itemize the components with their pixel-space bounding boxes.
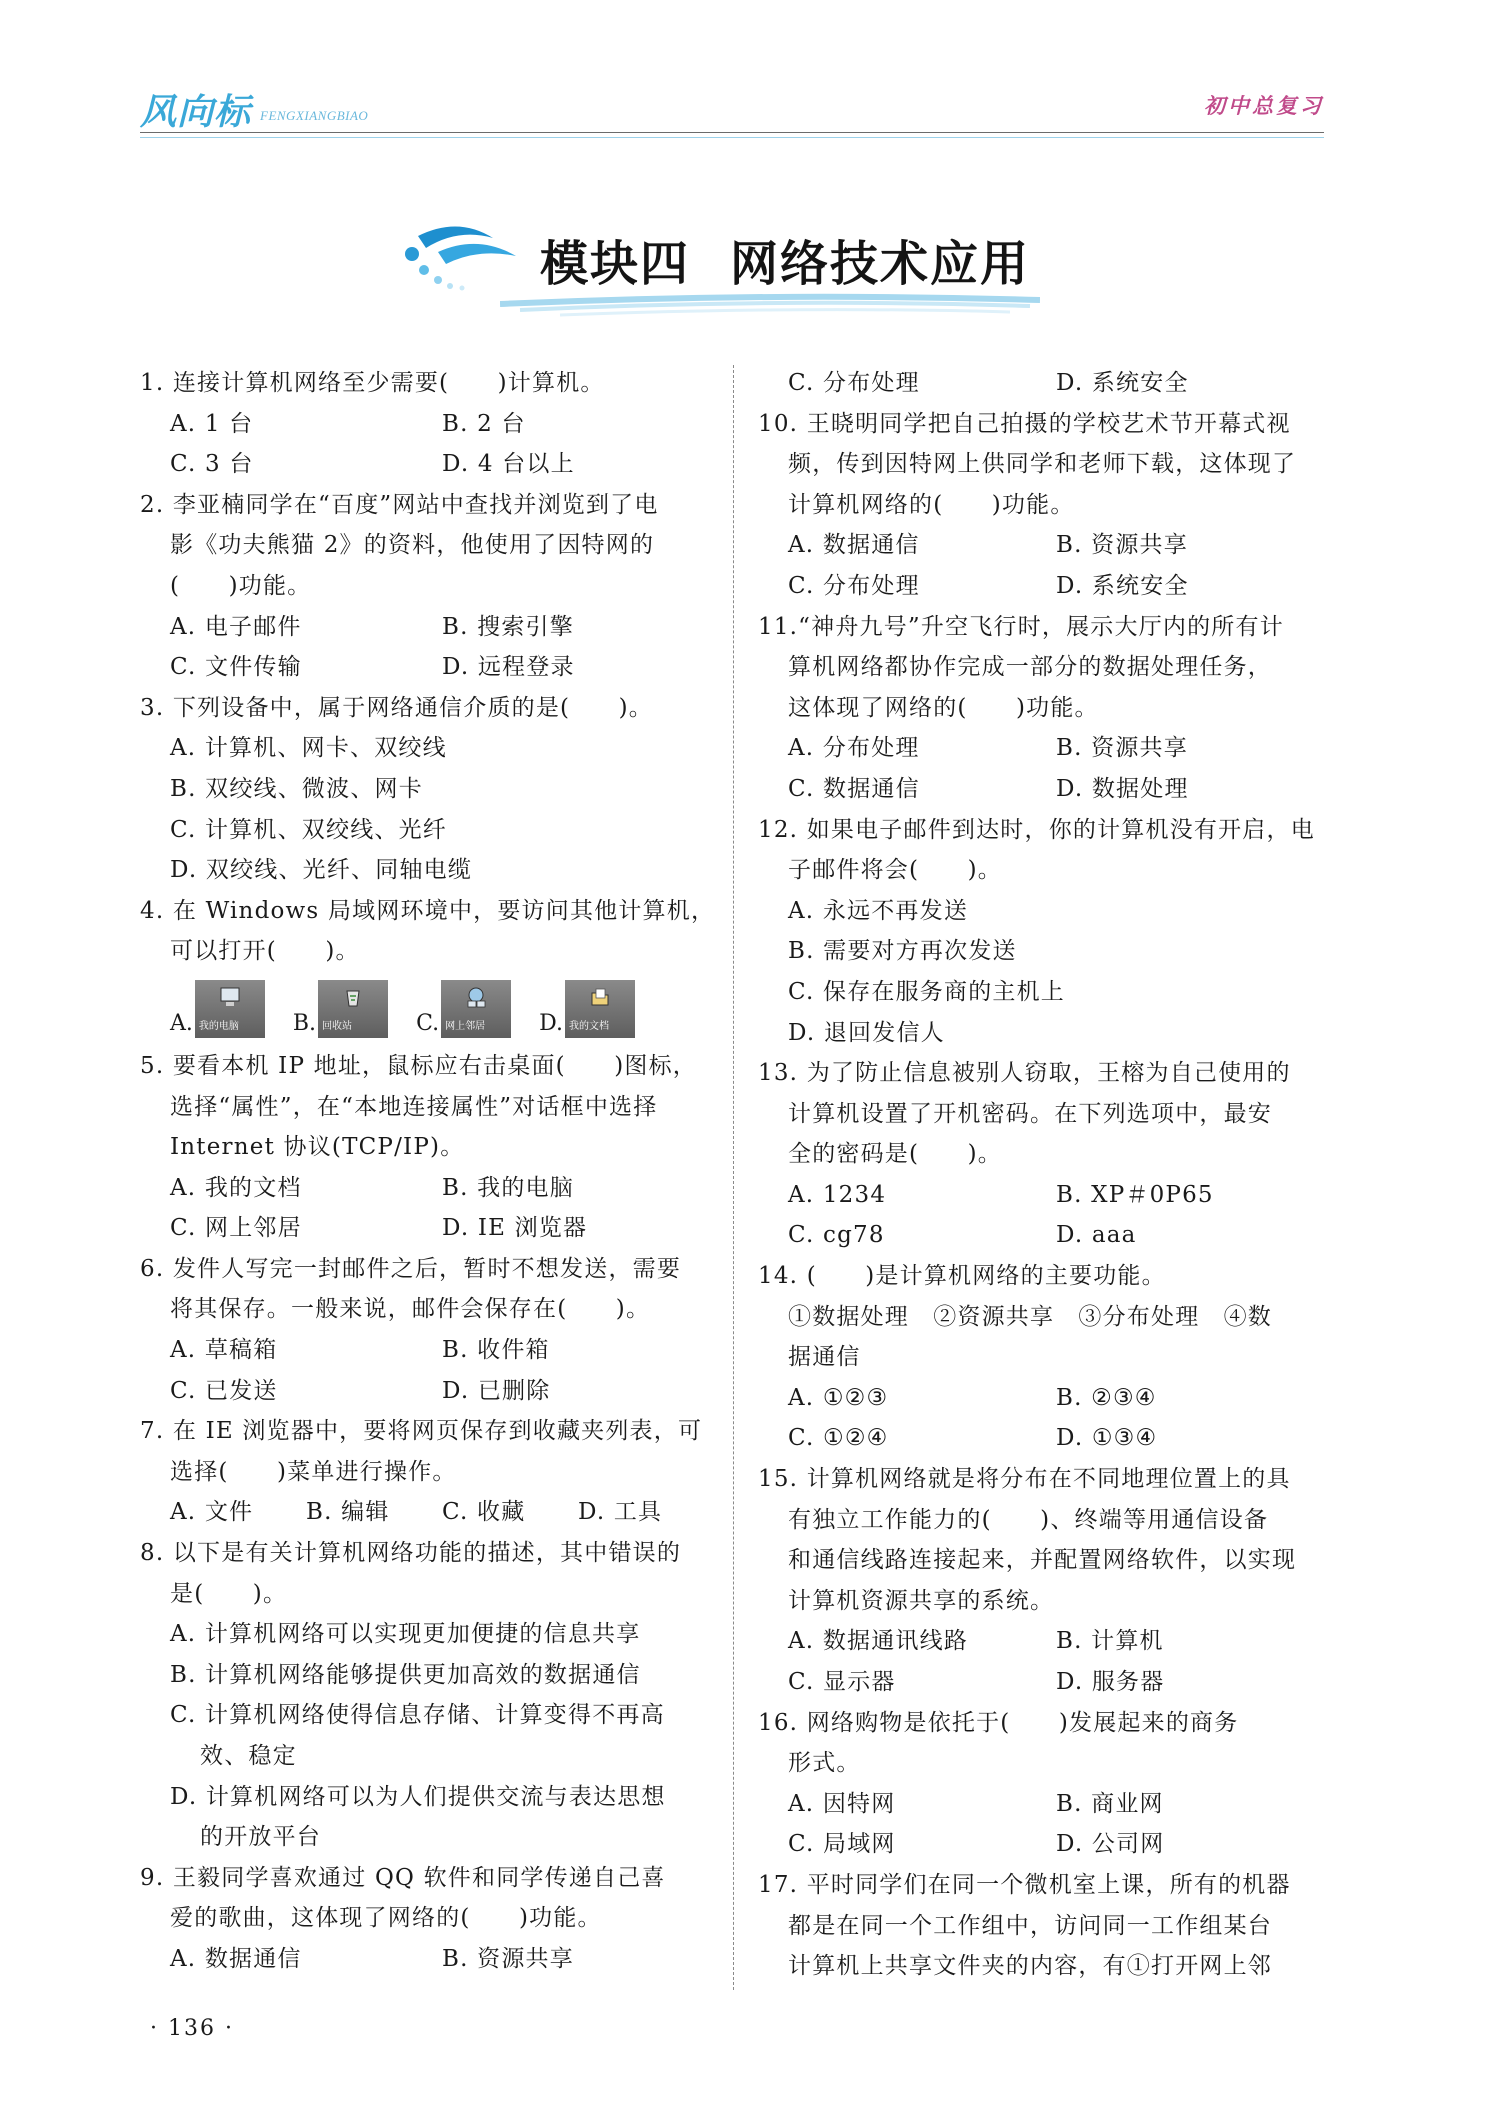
icon-caption: 我的电脑: [198, 1020, 239, 1032]
option-a: A. 永远不再发送: [788, 897, 969, 924]
brand-logo: 风向标: [140, 92, 252, 133]
option-c: C. cg78: [788, 1222, 885, 1249]
option-c: C. 计算机、双绞线、光纤: [170, 816, 448, 843]
option-b: B. 商业网: [1056, 1790, 1164, 1817]
icon-option-a: [170, 980, 265, 1038]
question-1-options-row2: [140, 444, 714, 485]
question-14-stem-cont: 据通信: [788, 1344, 861, 1371]
option-b: B. 资源共享: [1056, 735, 1188, 762]
option-c-cont: 效、稳定: [200, 1743, 297, 1769]
option-d: D. 公司网: [1056, 1831, 1165, 1858]
question-6-stem-cont: 将其保存。一般来说，邮件会保存在( )。: [170, 1296, 651, 1323]
option-d: D. 4 台以上: [442, 451, 575, 478]
question-7-stem-cont: 选择( )菜单进行操作。: [170, 1458, 457, 1485]
question-7-stem: 7. 在 IE 浏览器中，要将网页保存到收藏夹列表，可: [140, 1418, 703, 1445]
question-15-stem-cont: 和通信线路连接起来，并配置网络软件，以实现: [788, 1547, 1297, 1574]
question-10-stem-cont: 计算机网络的( )功能。: [788, 491, 1075, 518]
question-15-options-row2: [758, 1662, 1324, 1703]
option-c: C. 文件传输: [170, 654, 302, 681]
option-a: A. 因特网: [788, 1790, 896, 1817]
question-12-stem: 12. 如果电子邮件到达时，你的计算机没有开启，电: [758, 816, 1315, 843]
question-13-stem-cont: 全的密码是( )。: [788, 1141, 1002, 1168]
option-a: A. 电子邮件: [170, 613, 302, 640]
question-14-stem: 14. ( )是计算机网络的主要功能。: [758, 1263, 1166, 1290]
option-b: B. 双绞线、微波、网卡: [170, 775, 423, 802]
icon-option-d: [539, 980, 635, 1038]
right-column: [758, 363, 1324, 1987]
question-6-stem: 6. 发件人写完一封邮件之后，暂时不想发送，需要: [140, 1255, 682, 1282]
question-2-options-row2: [140, 647, 714, 688]
option-label: D.: [539, 1010, 563, 1036]
question-6-options-row1: [140, 1330, 714, 1371]
option-a: A. ①②③: [788, 1384, 889, 1411]
option-a: A. 文件: [170, 1499, 254, 1526]
option-b: B. 收件箱: [442, 1337, 550, 1364]
option-c: C. ①②④: [788, 1425, 889, 1452]
option-b: B. 需要对方再次发送: [788, 938, 1017, 965]
question-12-stem-cont: 子邮件将会( )。: [788, 857, 1002, 884]
header-rule: [140, 132, 1324, 133]
column-divider: [733, 365, 734, 1990]
option-a: A. 草稿箱: [170, 1337, 278, 1364]
option-d: D. 服务器: [1056, 1669, 1165, 1695]
page-number: · 136 ·: [150, 2016, 234, 2041]
question-11-stem: 11.“神舟九号”升空飞行时，展示大厅内的所有计: [758, 613, 1284, 640]
option-c: C. 保存在服务商的主机上: [788, 978, 1066, 1005]
title-underline-swash: [500, 290, 1040, 320]
option-b: B. 编辑: [306, 1499, 390, 1526]
option-a: A. 1234: [788, 1181, 887, 1208]
option-d: D. 远程登录: [442, 654, 575, 681]
question-3-stem: 3. 下列设备中，属于网络通信介质的是( )。: [140, 694, 654, 721]
question-2-options-row1: [140, 607, 714, 648]
question-10-stem: 10. 王晓明同学把自己拍摄的学校艺术节开幕式视: [758, 410, 1291, 437]
option-a: A. 1 台: [170, 410, 254, 437]
option-d: D. IE 浏览器: [442, 1215, 588, 1242]
header-rule-accent: [140, 137, 1324, 138]
question-16-options-row2: [758, 1824, 1324, 1865]
question-14-stem-cont: ①数据处理 ②资源共享 ③分布处理 ④数: [788, 1303, 1272, 1330]
question-9-options-row1: [140, 1939, 714, 1980]
question-14-options-row1: [758, 1378, 1324, 1419]
option-label: B.: [292, 1010, 317, 1036]
question-15-stem-cont: 计算机资源共享的系统。: [788, 1587, 1055, 1614]
option-d: D. 工具: [578, 1499, 663, 1526]
option-c: C. 计算机网络使得信息存储、计算变得不再高: [170, 1702, 665, 1729]
title-swirl-icon: [398, 218, 528, 298]
option-a: A. 数据通讯线路: [788, 1628, 969, 1655]
option-b: B. 资源共享: [1056, 532, 1188, 559]
option-b: B. 计算机: [1056, 1628, 1164, 1655]
option-label: A.: [170, 1010, 193, 1036]
option-b: B. 我的电脑: [442, 1174, 574, 1201]
option-b: B. 资源共享: [442, 1945, 574, 1972]
option-c: C. 分布处理: [788, 370, 920, 396]
brand-subtitle: FENGXIANGBIAO: [260, 108, 369, 123]
question-11-stem-cont: 算机网络都协作完成一部分的数据处理任务，: [788, 654, 1272, 681]
question-11-options-row2: [758, 769, 1324, 810]
option-b: B. ②③④: [1056, 1384, 1157, 1411]
icon-option-c: [416, 980, 511, 1038]
option-d: D. 计算机网络可以为人们提供交流与表达思想: [170, 1783, 666, 1810]
option-b: B. 2 台: [442, 410, 526, 437]
recycle-bin-icon: [318, 980, 388, 1038]
question-8-stem-cont: 是( )。: [170, 1580, 288, 1607]
question-5-options-row2: [140, 1208, 714, 1249]
question-4-icon-options: [140, 972, 714, 1038]
option-d: D. 数据处理: [1056, 775, 1189, 802]
option-c: C. 已发送: [170, 1377, 278, 1404]
question-5-options-row1: [140, 1168, 714, 1209]
icon-caption: 回收站: [322, 1020, 353, 1032]
question-1-stem: 1. 连接计算机网络至少需要( )计算机。: [140, 370, 605, 396]
module-name: 网络技术应用: [730, 236, 1031, 292]
question-10-options-row1: [758, 525, 1324, 566]
option-c: C. 网上邻居: [170, 1215, 302, 1242]
option-c: C. 局域网: [788, 1831, 896, 1858]
option-b: B. 搜索引擎: [442, 613, 574, 640]
page-header: [140, 78, 1324, 134]
question-2-stem-cont: 影《功夫熊猫 2》的资料，他使用了因特网的: [170, 532, 655, 559]
question-10-options-row2: [758, 566, 1324, 607]
option-d: D. aaa: [1056, 1222, 1137, 1249]
icon-caption: 我的文档: [568, 1020, 609, 1032]
option-b: B. 计算机网络能够提供更加高效的数据通信: [170, 1661, 641, 1688]
question-11-stem-cont: 这体现了网络的( )功能。: [788, 694, 1099, 721]
question-14-options-row2: [758, 1418, 1324, 1459]
option-c: C. 3 台: [170, 451, 254, 478]
question-15-stem-cont: 有独立工作能力的( )、终端等用通信设备: [788, 1506, 1269, 1533]
page-title: [540, 225, 1030, 294]
option-c: C. 收藏: [442, 1499, 526, 1526]
question-5-stem: 5. 要看本机 IP 地址，鼠标应右击桌面( )图标，: [140, 1052, 697, 1079]
option-a: A. 我的文档: [170, 1174, 302, 1201]
option-d: D. 双绞线、光纤、同轴电缆: [170, 857, 473, 884]
series-title: 初中总复习: [1204, 94, 1324, 118]
option-d: D. 系统安全: [1056, 572, 1189, 599]
option-c: C. 数据通信: [788, 775, 920, 802]
option-a: A. 计算机、网卡、双绞线: [170, 735, 447, 762]
question-13-stem-cont: 计算机设置了开机密码。在下列选项中，最安: [788, 1100, 1272, 1127]
option-a: A. 数据通信: [170, 1945, 302, 1972]
question-17-stem-cont: 计算机上共享文件夹的内容，有①打开网上邻: [788, 1953, 1272, 1980]
icon-caption: 网上邻居: [445, 1020, 486, 1032]
question-13-options-row1: [758, 1175, 1324, 1216]
question-9-options-row2: [758, 363, 1324, 404]
my-documents-icon: [565, 980, 635, 1038]
option-a: A. 分布处理: [788, 735, 920, 762]
my-computer-icon: [195, 980, 265, 1038]
option-label: C.: [416, 1010, 440, 1036]
question-15-options-row1: [758, 1621, 1324, 1662]
icon-option-b: [293, 980, 388, 1038]
question-11-options-row1: [758, 728, 1324, 769]
option-d: D. ①③④: [1056, 1425, 1158, 1452]
option-d: D. 退回发信人: [788, 1019, 945, 1046]
question-13-stem: 13. 为了防止信息被别人窃取，王榕为自己使用的: [758, 1060, 1291, 1087]
question-13-options-row2: [758, 1215, 1324, 1256]
question-16-stem-cont: 形式。: [788, 1750, 861, 1777]
question-17-stem: 17. 平时同学们在同一个微机室上课，所有的机器: [758, 1871, 1291, 1898]
option-a: A. 计算机网络可以实现更加便捷的信息共享: [170, 1621, 641, 1648]
option-d: D. 系统安全: [1056, 370, 1189, 396]
left-column: [140, 363, 714, 1980]
question-2-stem-cont: ( )功能。: [170, 572, 312, 599]
option-c: C. 显示器: [788, 1669, 896, 1695]
option-d: D. 已删除: [442, 1377, 551, 1404]
option-b: B. XP＃0P65: [1056, 1181, 1214, 1208]
question-7-options: [140, 1492, 714, 1533]
question-9-stem: 9. 王毅同学喜欢通过 QQ 软件和同学传递自己喜: [140, 1864, 666, 1891]
question-16-stem: 16. 网络购物是依托于( )发展起来的商务: [758, 1709, 1239, 1736]
question-17-stem-cont: 都是在同一个工作组中，访问同一工作组某台: [788, 1912, 1272, 1939]
option-c: C. 分布处理: [788, 572, 920, 599]
module-number: 模块四: [540, 236, 691, 292]
question-6-options-row2: [140, 1371, 714, 1412]
network-places-icon: [441, 980, 511, 1038]
question-2-stem: 2. 李亚楠同学在“百度”网站中查找并浏览到了电: [140, 491, 659, 518]
question-16-options-row1: [758, 1784, 1324, 1825]
question-5-stem-cont: Internet 协议(TCP/IP)。: [170, 1134, 465, 1161]
question-4-stem: 4. 在 Windows 局域网环境中，要访问其他计算机，: [140, 897, 716, 924]
question-15-stem: 15. 计算机网络就是将分布在不同地理位置上的具: [758, 1466, 1291, 1493]
question-9-stem-cont: 爱的歌曲，这体现了网络的( )功能。: [170, 1905, 602, 1932]
option-a: A. 数据通信: [788, 532, 920, 559]
option-d-cont: 的开放平台: [200, 1824, 321, 1851]
question-5-stem-cont: 选择“属性”，在“本地连接属性”对话框中选择: [170, 1093, 658, 1120]
question-4-stem-cont: 可以打开( )。: [170, 938, 360, 965]
question-8-stem: 8. 以下是有关计算机网络功能的描述，其中错误的: [140, 1540, 682, 1567]
question-10-stem-cont: 频，传到因特网上供同学和老师下载，这体现了: [788, 451, 1297, 478]
question-1-options-row1: [140, 404, 714, 445]
